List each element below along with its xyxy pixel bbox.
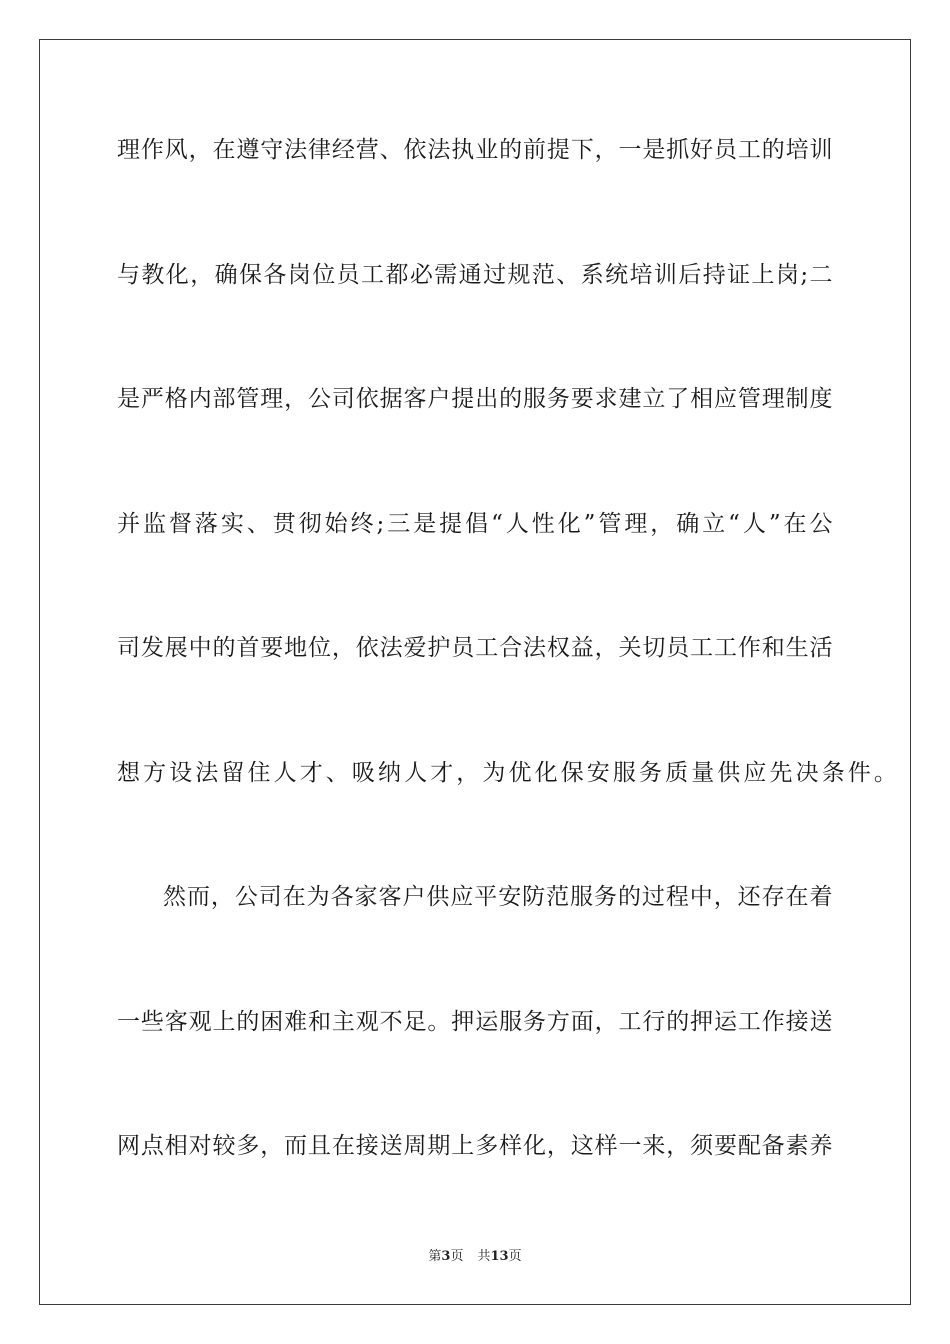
footer-total-prefix: 共 <box>477 1249 491 1264</box>
body-text-line: 理作风，在遵守法律经营、依法执业的前提下，一是抓好员工的培训 <box>117 137 833 163</box>
body-text-line: 与教化，确保各岗位员工都必需通过规范、系统培训后持证上岗;二 <box>117 262 833 288</box>
body-text-line: 一些客观上的困难和主观不足。押运服务方面，工行的押运工作接送 <box>117 1009 833 1035</box>
footer-page-number: 3 <box>441 1249 451 1264</box>
page-footer <box>0 1248 950 1266</box>
body-text-line: 是严格内部管理，公司依据客户提出的服务要求建立了相应管理制度 <box>117 386 833 412</box>
body-text-line-paragraph-end: 想方设法留住人才、吸纳人才，为优化保安服务质量供应先决条件。 <box>117 760 900 786</box>
footer-total-suffix: 页 <box>508 1249 522 1264</box>
body-text-line: 司发展中的首要地位，依法爱护员工合法权益，关切员工工作和生活 <box>117 635 833 661</box>
body-text-line: 网点相对较多，而且在接送周期上多样化，这样一来，须要配备素养 <box>117 1133 833 1159</box>
body-text-line-paragraph-start: 然而，公司在为各家客户供应平安防范服务的过程中，还存在着 <box>163 884 833 910</box>
body-text-line: 并监督落实、贯彻始终;三是提倡“人性化”管理，确立“人”在公 <box>117 511 833 537</box>
page-border <box>39 39 911 1305</box>
footer-page-suffix: 页 <box>450 1249 464 1264</box>
footer-total-pages: 13 <box>490 1249 509 1264</box>
footer-page-prefix: 第 <box>428 1249 442 1264</box>
